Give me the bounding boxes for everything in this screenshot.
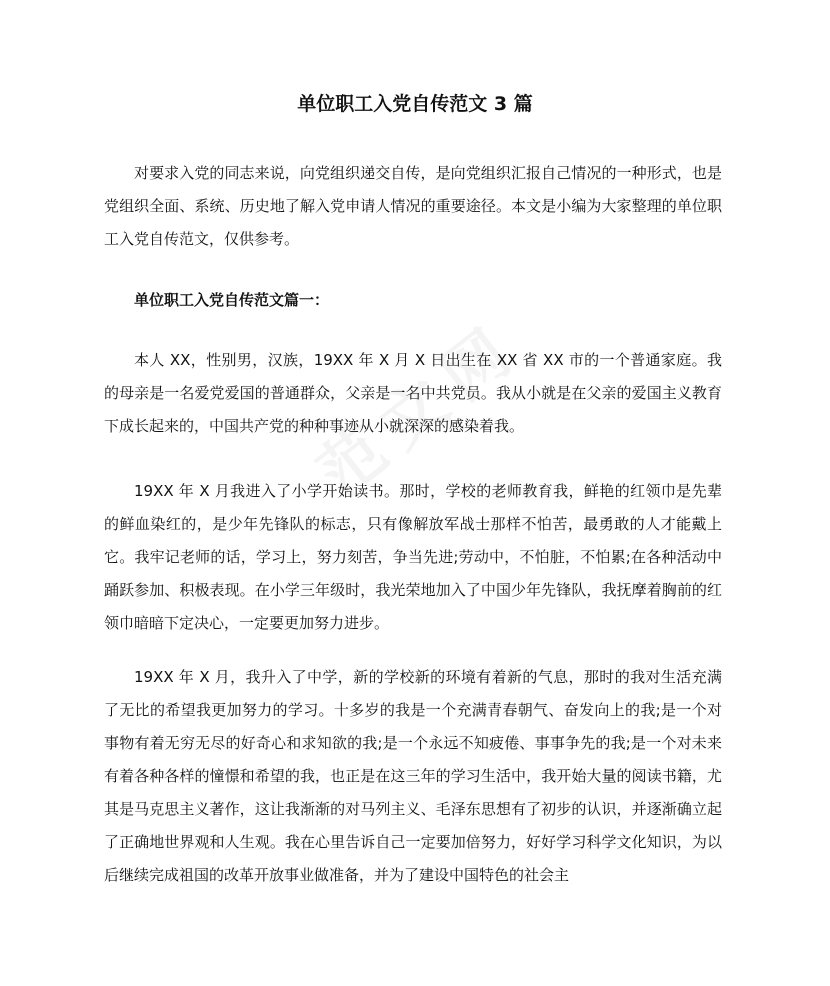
body-paragraph-3: 19XX 年 X 月，我升入了中学，新的学校新的环境有着新的气息，那时的我对生活充满了无比的希望我更加努力的学习。十多岁的我是一个充满青春朝气、奋发向上的我;是一个对事物有着无穷无尽的好奇心和求知欲的我;是一个永远不知疲倦、事事争先的我;是一个对未来有着各种各样的憧憬和希望的我，也正是在这三年的学习生活中，我开始大量的阅读书籍，尤其是马克思主义著作，这让我渐渐的对马列主义、毛泽东思想有了初步的认识，并逐渐确立起了正确地世界观和人生观。我在心里告诉自己一定要加倍努力，好好学习科学文化知识，为以后继续完成祖国的改革开放事业做准备，并为了建设中国特色的社会主 [104,668,722,884]
intro-paragraph: 对要求入党的同志来说，向党组织递交自传，是向党组织汇报自己情况的一种形式，也是党组织全面、系统、历史地了解入党申请人情况的重要途径。本文是小编为大家整理的单位职工入党自传范文，仅供参考。 [104,164,722,248]
section-heading: 单位职工入党自传范文篇一： [134,291,330,309]
body-paragraph-2: 19XX 年 X 月我进入了小学开始读书。那时，学校的老师教育我，鲜艳的红领巾是先辈的鲜血染红的，是少年先锋队的标志，只有像解放军战士那样不怕苦，最勇敢的人才能戴上它。我牢记老师的话，学习上，努力刻苦，争当先进;劳动中，不怕脏，不怕累;在各种活动中踊跃参加、积极表现。在小学三年级时，我光荣地加入了中国少年先锋队，我抚摩着胸前的红领巾暗暗下定决心，一定要更加努力进步。 [104,482,722,632]
document-title: 单位职工入党自传范文 3 篇 [297,93,533,115]
body-paragraph-1: 本人 XX，性别男，汉族，19XX 年 X 月 X 日出生在 XX 省 XX 市的一个普通家庭。我的母亲是一名爱党爱国的普通群众，父亲是一名中共党员。我从小就是在父亲的爱国主义教育下成长起来的，中国共产党的种种事迹从小就深深的感染着我。 [104,351,722,435]
